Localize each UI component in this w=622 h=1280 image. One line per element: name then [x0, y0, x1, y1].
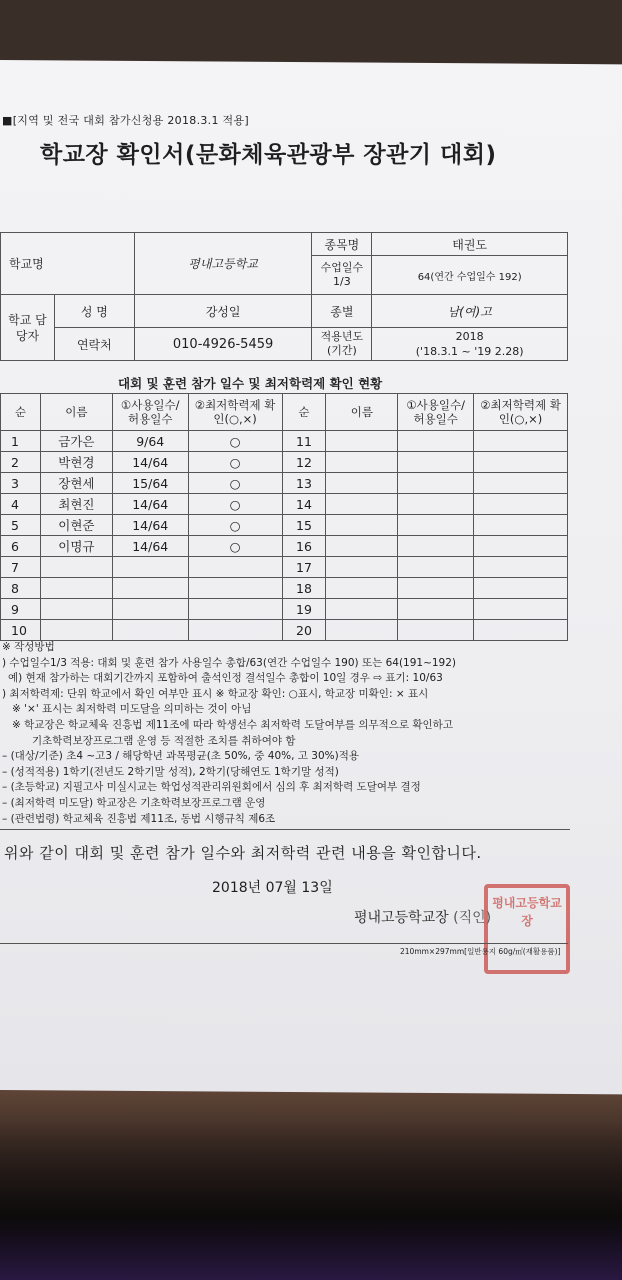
- name-value: 강성일: [134, 295, 312, 328]
- row-no: 1: [1, 431, 41, 452]
- row-no: 5: [1, 515, 41, 536]
- seal-label: (직인): [453, 910, 492, 926]
- official-seal: [484, 884, 570, 974]
- participants-table: [0, 393, 568, 641]
- row-name-2: [326, 431, 398, 452]
- gender-label: 종별: [312, 295, 372, 328]
- header-no: 순: [1, 394, 41, 431]
- row-no-2: 17: [282, 557, 326, 578]
- row-check: [188, 599, 282, 620]
- issue-date: 2018년 07월 13일: [212, 880, 333, 896]
- event-value: 태권도: [372, 233, 568, 256]
- row-days-2: [398, 452, 474, 473]
- row-name-2: [326, 473, 398, 494]
- row-no-2: 11: [282, 431, 326, 452]
- note-line: ) 최저학력제: 단위 학교에서 확인 여부만 표시 ※ 학교장 확인: ○표시, 학교장 미확인: × 표시: [2, 687, 429, 700]
- row-name-2: [326, 452, 398, 473]
- row-name: [40, 599, 112, 620]
- row-check-2: [474, 599, 568, 620]
- row-no: 6: [1, 536, 41, 557]
- row-days: 14/64: [112, 452, 188, 473]
- header-note: ■[지역 및 전국 대회 참가신청용 2018.3.1 적용]: [2, 114, 250, 127]
- row-name: [40, 557, 112, 578]
- row-name: 박현경: [40, 452, 112, 473]
- row-no-2: 16: [282, 536, 326, 557]
- row-check: ○: [188, 431, 282, 452]
- header-no-2: 순: [282, 394, 326, 431]
- table-row: [1, 452, 568, 473]
- row-days: [112, 620, 188, 641]
- row-check-2: [474, 557, 568, 578]
- section-title: 대회 및 훈련 참가 일수 및 최저학력제 확인 현황: [118, 376, 383, 391]
- confirm-statement: 위와 같이 대회 및 훈련 참가 일수와 최저학력 관련 내용을 확인합니다.: [4, 844, 482, 862]
- row-check: ○: [188, 473, 282, 494]
- header-name-2: 이름: [326, 394, 398, 431]
- days-label: 수업일수 1/3: [312, 256, 372, 295]
- row-name: 장현세: [40, 473, 112, 494]
- row-days: 14/64: [112, 494, 188, 515]
- info-table: [0, 232, 568, 361]
- row-no: 3: [1, 473, 41, 494]
- row-no: 10: [1, 620, 41, 641]
- table-header-row: [1, 394, 568, 431]
- table-row: [1, 599, 568, 620]
- row-check: [188, 578, 282, 599]
- principal-name: 평내고등학교장: [354, 910, 449, 926]
- row-name-2: [326, 557, 398, 578]
- row-days-2: [398, 494, 474, 515]
- row-days-2: [398, 599, 474, 620]
- note-line: – (초등학교) 지필고사 미실시교는 학업성적관리위원회에서 심의 후 최저학력 도달여부 결정: [2, 781, 421, 794]
- year-label: 적용년도 (기간): [312, 328, 372, 361]
- note-line: 기초학력보장프로그램 운영 등 적절한 조치를 취하여야 함: [32, 734, 296, 747]
- row-check-2: [474, 473, 568, 494]
- school-label: 학교명: [1, 233, 135, 295]
- row-no-2: 13: [282, 473, 326, 494]
- row-no-2: 12: [282, 452, 326, 473]
- contact-value: 010-4926-5459: [134, 328, 312, 361]
- row-check-2: [474, 515, 568, 536]
- note-line: 예) 현재 참가하는 대회기간까지 포함하여 출석인정 결석일수 총합이 10일 경우 ⇨ 표기: 10/63: [8, 672, 443, 685]
- table-row: [1, 431, 568, 452]
- notes-section: [2, 640, 582, 827]
- row-days-2: [398, 536, 474, 557]
- table-row: [1, 494, 568, 515]
- table-row: [1, 578, 568, 599]
- row-no-2: 15: [282, 515, 326, 536]
- row-days: 14/64: [112, 536, 188, 557]
- note-line: ※ 학교장은 학교체육 진흥법 제11조에 따라 학생선수 최저학력 도달여부를 의무적으로 확인하고: [12, 718, 453, 731]
- row-check-2: [474, 452, 568, 473]
- header-days-2: ①사용일수/ 허용일수: [398, 394, 474, 431]
- note-line: – (최저학력 미도달) 학교장은 기초학력보장프로그램 운영: [2, 796, 266, 809]
- row-no: 9: [1, 599, 41, 620]
- note-line: – (관련법령) 학교체육 진흥법 제11조, 동법 시행규칙 제6조: [2, 812, 276, 825]
- row-name: [40, 620, 112, 641]
- table-row: [1, 473, 568, 494]
- row-check-2: [474, 431, 568, 452]
- table-row: [1, 620, 568, 641]
- table-row: [1, 557, 568, 578]
- row-days-2: [398, 515, 474, 536]
- note-line: ) 수업일수1/3 적용: 대회 및 훈련 참가 사용일수 총합/63(연간 수업일수 190) 또는 64(191~192): [2, 656, 457, 669]
- gender-value: 남(여)고: [372, 295, 568, 328]
- manager-label: 학교 담당자: [1, 295, 55, 361]
- row-days-2: [398, 473, 474, 494]
- row-no-2: 20: [282, 620, 326, 641]
- paper-size-note: 210mm×297mm[일반용지 60g/㎡(재활용품)]: [400, 947, 561, 956]
- row-days: 14/64: [112, 515, 188, 536]
- year-value: 2018: [455, 330, 484, 343]
- row-check: ○: [188, 494, 282, 515]
- days-value: 64(연간 수업일수 192): [372, 256, 568, 295]
- row-name: [40, 578, 112, 599]
- row-no-2: 14: [282, 494, 326, 515]
- note-line: ※ '×' 표시는 최저학력 미도달을 의미하는 것이 아님: [12, 703, 252, 716]
- row-check-2: [474, 578, 568, 599]
- seal-characters: 평내고등학교장: [492, 896, 562, 928]
- principal-signature: [354, 907, 491, 927]
- contact-label: 연락처: [54, 328, 134, 361]
- table-row: [1, 515, 568, 536]
- row-days-2: [398, 578, 474, 599]
- row-check: [188, 557, 282, 578]
- row-check-2: [474, 536, 568, 557]
- note-line: – (성적적용) 1학기(전년도 2학기말 성적), 2학기(당해연도 1학기말 성적): [2, 765, 339, 778]
- row-name-2: [326, 599, 398, 620]
- row-no-2: 19: [282, 599, 326, 620]
- table-row: [1, 536, 568, 557]
- row-check: ○: [188, 452, 282, 473]
- notes-bottom-rule: [0, 829, 570, 830]
- row-name-2: [326, 578, 398, 599]
- header-check-2: ②최저학력제 확인(○,×): [474, 394, 568, 431]
- row-check-2: [474, 620, 568, 641]
- row-name-2: [326, 515, 398, 536]
- row-days: [112, 599, 188, 620]
- row-days: 9/64: [112, 431, 188, 452]
- row-name-2: [326, 536, 398, 557]
- row-check-2: [474, 494, 568, 515]
- row-days: [112, 557, 188, 578]
- footer-rule: [0, 943, 568, 944]
- row-name: 금가은: [40, 431, 112, 452]
- row-name: 이현준: [40, 515, 112, 536]
- row-days: [112, 578, 188, 599]
- name-label: 성 명: [54, 295, 134, 328]
- note-line: – (대상/기준) 초4 ~고3 / 해당학년 과목평균(초 50%, 중 40%, 고 30%)적용: [2, 750, 359, 763]
- header-check: ②최저학력제 확인(○,×): [188, 394, 282, 431]
- event-label: 종목명: [312, 233, 372, 256]
- row-name: 최현진: [40, 494, 112, 515]
- row-name-2: [326, 494, 398, 515]
- year-cell: [372, 328, 568, 361]
- row-days-2: [398, 620, 474, 641]
- school-value: 평내고등학교: [134, 233, 312, 295]
- row-days-2: [398, 431, 474, 452]
- row-days: 15/64: [112, 473, 188, 494]
- row-no: 8: [1, 578, 41, 599]
- row-name: 이명규: [40, 536, 112, 557]
- floor-shadow: [0, 1120, 622, 1280]
- header-name: 이름: [40, 394, 112, 431]
- row-check: ○: [188, 515, 282, 536]
- row-no-2: 18: [282, 578, 326, 599]
- header-days: ①사용일수/ 허용일수: [112, 394, 188, 431]
- year-period: ('18.3.1 ~ '19 2.28): [415, 345, 524, 358]
- row-check: [188, 620, 282, 641]
- row-name-2: [326, 620, 398, 641]
- row-no: 2: [1, 452, 41, 473]
- row-days-2: [398, 557, 474, 578]
- row-no: 4: [1, 494, 41, 515]
- row-no: 7: [1, 557, 41, 578]
- document-title: 학교장 확인서(문화체육관광부 장관기 대회): [40, 142, 497, 168]
- row-check: ○: [188, 536, 282, 557]
- note-line: ※ 작성방법: [2, 641, 55, 653]
